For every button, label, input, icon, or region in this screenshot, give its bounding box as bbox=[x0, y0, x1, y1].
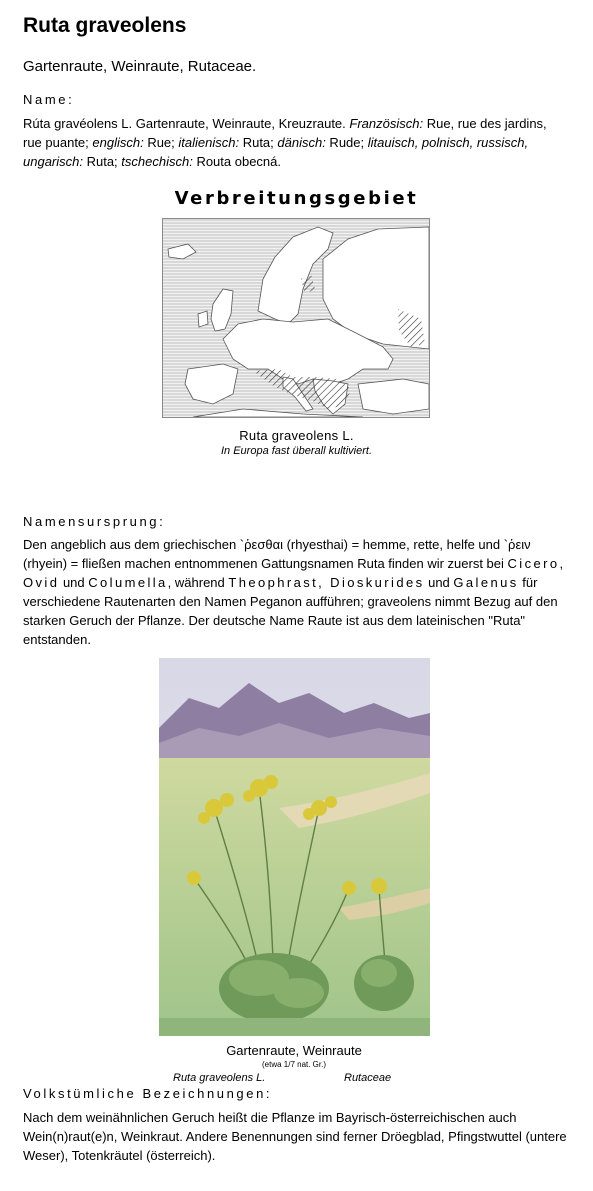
language-label: tschechisch: bbox=[121, 154, 193, 169]
page-title: Ruta graveolens bbox=[23, 14, 187, 37]
folk-heading: Volkstümliche Bezeichnungen: bbox=[23, 1086, 273, 1101]
map-title: Verbreitungsgebiet bbox=[174, 188, 419, 209]
origin-text: und bbox=[59, 575, 89, 590]
name-text: Rue; bbox=[143, 135, 179, 150]
plant-species: Ruta graveolens L. bbox=[173, 1072, 266, 1084]
origin-paragraph bbox=[23, 535, 568, 649]
name-text: Rúta gravéolens L. Gartenraute, Weinraute, Kreuzraute. bbox=[23, 116, 350, 131]
name-heading: Name: bbox=[23, 92, 75, 107]
origin-text: und bbox=[424, 575, 454, 590]
language-label: dänisch: bbox=[277, 135, 326, 150]
plant-caption: Gartenraute, Weinraute bbox=[226, 1043, 362, 1058]
folk-paragraph: Nach dem weinähnlichen Geruch heißt die Pflanze im Bayrisch-österreichischen auch Wein(n)raut(e)n, Weinkraut. Andere Benennungen sind ferner Dröegblad, Pfingstwuttel (untere Weser), Totenkräutel (österreich). bbox=[23, 1110, 567, 1163]
author-name: Ovid bbox=[23, 575, 60, 590]
language-label: italienisch: bbox=[178, 135, 240, 150]
origin-text: Den angeblich aus dem griechischen `ῥεσθαι (rhyesthai) = hemme, rette, helfe und `ῥειν (rhyein) = fließen machen entnommenen Gattungsnamen Ruta finden wir zuerst bei bbox=[23, 537, 531, 571]
language-label: Französisch: bbox=[349, 116, 424, 131]
name-text: Routa obecná. bbox=[192, 154, 282, 169]
author-name: Columella bbox=[88, 575, 168, 590]
map-subcaption: In Europa fast überall kultiviert. bbox=[220, 445, 373, 457]
origin-heading: Namensursprung: bbox=[23, 514, 166, 529]
language-label: litauisch, polnisch, russisch, ungarisch: bbox=[23, 135, 529, 169]
rue-plant-image bbox=[159, 658, 430, 1036]
plant-scale: (etwa 1/7 nat. Gr.) bbox=[261, 1060, 327, 1069]
author-name: Cicero, bbox=[507, 556, 566, 571]
author-name: Galenus bbox=[453, 575, 519, 590]
map-caption: Ruta graveolens L. bbox=[239, 428, 354, 443]
plant-illustration bbox=[159, 658, 430, 1036]
europe-map-image bbox=[163, 219, 429, 417]
distribution-map bbox=[162, 218, 430, 418]
name-text: Rue, rue des jardins, rue puante; bbox=[23, 116, 547, 150]
origin-text: , während bbox=[167, 575, 229, 590]
name-text: Rude; bbox=[325, 135, 368, 150]
page-subtitle: Gartenraute, Weinraute, Rutaceae. bbox=[23, 58, 257, 75]
origin-text: für verschiedene Rautenarten den Namen Peganon aufführen; graveolens nimmt Bezug auf den starken Geruch der Pflanze. Der deutsche Name Raute ist aus dem lateinischen "Ruta" entstanden. bbox=[23, 575, 558, 647]
author-name: Theophrast, Dioskurides bbox=[228, 575, 425, 590]
language-label: englisch: bbox=[92, 135, 144, 150]
plant-family: Rutaceae bbox=[344, 1072, 392, 1084]
name-paragraph bbox=[23, 114, 568, 171]
name-text: Ruta; bbox=[82, 154, 122, 169]
name-text: Ruta; bbox=[239, 135, 278, 150]
